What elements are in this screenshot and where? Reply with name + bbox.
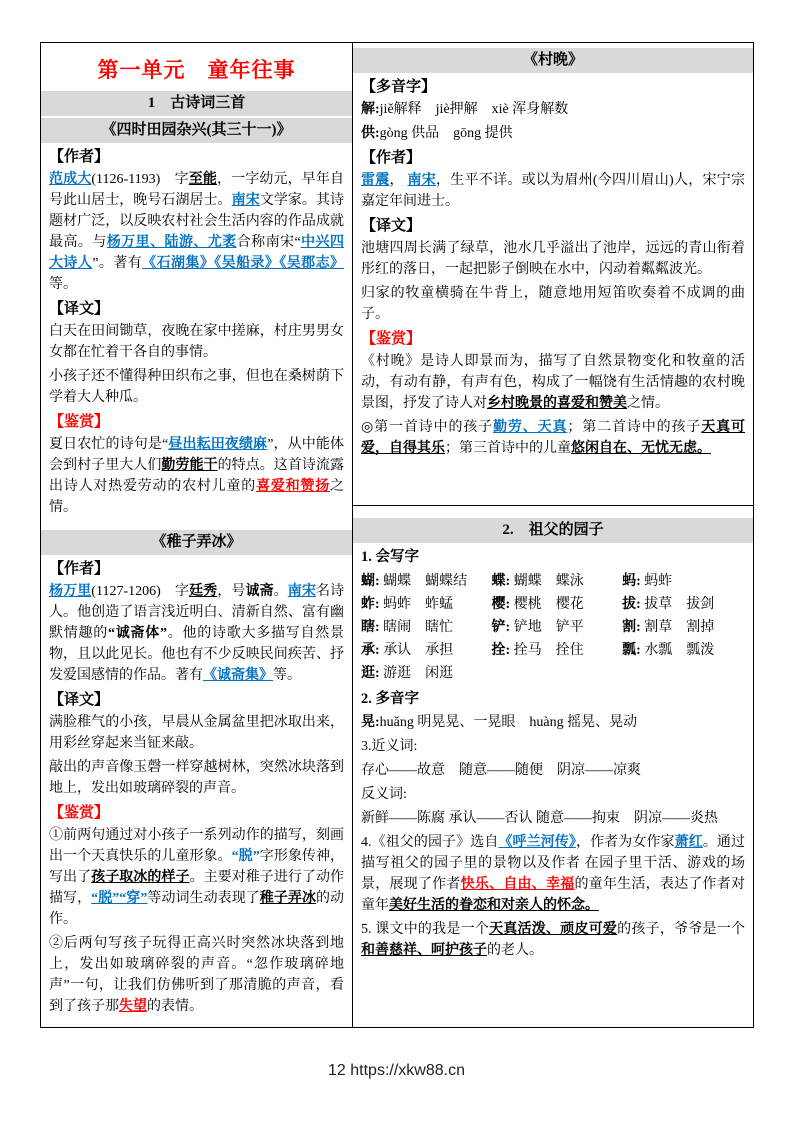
text-segment: ；第三首诗中的儿童 bbox=[445, 441, 571, 456]
text-segment: 的特点。这首诗流露出诗人对热爱劳动的农村儿童的 bbox=[49, 458, 345, 494]
huizixie-label: 1. 会写字 bbox=[361, 549, 419, 565]
text-segment: 稚子弄冰 bbox=[259, 891, 316, 906]
left-column bbox=[41, 43, 353, 1027]
text-segment: 的表情。 bbox=[147, 999, 203, 1014]
text-segment: 和善慈祥、呵护孩子 bbox=[361, 943, 487, 958]
text-segment: 天真可爱，自得其乐 bbox=[361, 420, 746, 456]
notes-table bbox=[40, 42, 754, 1028]
text-segment: 昼出耘田夜绩麻 bbox=[168, 437, 268, 452]
text-segment: (1127-1206) 字 bbox=[91, 584, 190, 599]
poem2-title-bar: 《稚子弄冰》 bbox=[41, 530, 352, 555]
word-row bbox=[361, 639, 745, 662]
word-entry bbox=[492, 639, 623, 662]
text-segment: 逛: bbox=[361, 666, 380, 681]
poem1-translation-label: 【译文】 bbox=[49, 301, 110, 317]
text-segment: 瓢: bbox=[622, 643, 641, 658]
text-segment: ”。著有 bbox=[92, 256, 143, 271]
text-segment: 拴: bbox=[491, 643, 511, 658]
text-segment: 的童年生活，表达了作者对童年 bbox=[361, 877, 746, 913]
text-segment: 的老人。 bbox=[487, 943, 543, 958]
text-segment: 。主要对稚子进行了动作描写， bbox=[49, 870, 345, 906]
word-entry bbox=[361, 639, 492, 662]
text-segment: ◎第一首诗中的孩子 bbox=[361, 420, 494, 435]
poem1-title-bar: 《四时田园杂兴(其三十一)》 bbox=[41, 118, 352, 143]
word-entry bbox=[361, 662, 492, 685]
poem3-title-bar: 《村晚》 bbox=[353, 48, 753, 73]
text-segment: 拔: bbox=[622, 597, 641, 612]
text-segment: 字形象传神，写出了 bbox=[49, 849, 345, 885]
text-segment: 的孩子，爷爷是一个 bbox=[617, 922, 746, 937]
text-segment: 等动词生动表现了 bbox=[147, 891, 260, 906]
poem2-translation-line2: 敲出的声音像玉磬一样穿越树林，突然冰块落到地上，发出如玻璃碎裂的声音。 bbox=[49, 760, 344, 796]
text-segment: 游逛 闲逛 bbox=[379, 666, 454, 681]
word-entry bbox=[622, 639, 745, 662]
word-entry bbox=[622, 570, 745, 593]
text-segment: 瞎闹 瞎忙 bbox=[379, 620, 454, 635]
text-segment: 杨万里、陆游、尤袤 bbox=[106, 235, 237, 250]
text-segment: (1126-1193) 字 bbox=[91, 172, 189, 187]
text-segment: ，号 bbox=[217, 584, 246, 599]
text-segment: 天真活泼、顽皮可爱 bbox=[489, 922, 618, 937]
poem3-duoyin-line1 bbox=[361, 99, 745, 120]
poem3-appreciation-label: 【鉴赏】 bbox=[361, 331, 422, 347]
word-entry bbox=[492, 570, 623, 593]
text-segment: 蚂蚱 蚱蜢 bbox=[379, 597, 454, 612]
text-segment: 喜爱和赞扬 bbox=[256, 479, 331, 494]
text-segment: 之情。 bbox=[627, 396, 669, 411]
text-segment: 廷秀 bbox=[189, 584, 218, 599]
duoyinzi2-label: 2. 多音字 bbox=[361, 691, 419, 707]
text-segment: 《村晚》是诗人即景而为，描写了自然景物变化和牧童的活动，有动有静，有声有色，构成了一幅饶有生活情趣的农村晚景图，抒发了诗人对 bbox=[361, 354, 745, 411]
poem3-appreciation-paragraph bbox=[361, 351, 745, 414]
fanyici-line: 新鲜——陈腐 承认——否认 随意——拘束 阴凉——炎热 bbox=[361, 811, 718, 826]
word-row bbox=[361, 662, 745, 685]
text-segment: 。通过描写祖父的园子里的景物以及作者 在园子里干活、游戏的场景，展现了作者 bbox=[361, 835, 746, 892]
text-segment: jiě解释 jiè押解 xiè 浑身解数 bbox=[379, 102, 569, 117]
text-segment: 拔草 拔剑 bbox=[640, 597, 715, 612]
poem1-appreciation-paragraph bbox=[49, 434, 344, 518]
text-segment: 。 bbox=[273, 584, 288, 599]
text-segment: 樱: bbox=[491, 597, 511, 612]
text-segment: 夏日农忙的诗句是“ bbox=[49, 437, 169, 452]
text-segment: 的动作。 bbox=[49, 891, 345, 927]
text-segment: 孩子取冰的样子 bbox=[91, 870, 190, 885]
unit-title: 第一单元 童年往事 bbox=[97, 58, 296, 82]
text-segment: 悠闲自在、无忧无虑。 bbox=[571, 441, 711, 456]
text-segment: “诚斋体” bbox=[108, 626, 167, 641]
text-segment: 中兴四大诗人 bbox=[49, 235, 345, 271]
text-segment: 等。 bbox=[273, 668, 301, 683]
text-segment: 蝶: bbox=[491, 574, 511, 589]
word-row bbox=[361, 570, 745, 593]
text-segment: ，一字幼元，早年自号此山居士，晚号石湖居士。 bbox=[49, 172, 345, 208]
lesson2-item4-paragraph bbox=[361, 832, 745, 916]
text-segment: ”，从中能体会到村子里大人们 bbox=[49, 437, 345, 473]
word-entry bbox=[622, 616, 745, 639]
text-segment: huǎng 明晃晃、一晃眼 huàng 摇晃、晃动 bbox=[379, 715, 638, 730]
text-segment: 割: bbox=[622, 620, 641, 635]
right-column bbox=[353, 43, 753, 1027]
word-entry bbox=[361, 593, 492, 616]
text-segment: 5. 课文中的我是一个 bbox=[361, 922, 490, 937]
text-segment: “脱” bbox=[231, 849, 260, 864]
poem3-duoyinzi-label: 【多音字】 bbox=[361, 79, 437, 95]
poem3-translation-line1: 池塘四周长满了绿草，池水几乎溢出了池岸，远远的青山衔着彤红的落日，一起把影子倒映在水中，闪动着粼粼波光。 bbox=[361, 241, 745, 277]
text-segment: 蚂: bbox=[622, 574, 641, 589]
text-segment: 。他的诗歌大多描写自然景物，且以此见长。他也有不少反映民间疾苦、抒发爱国感情的作品。著有 bbox=[49, 626, 344, 683]
text-segment: 范成大 bbox=[49, 172, 92, 187]
text-segment: 蝴蝶 蝴蝶结 bbox=[379, 574, 468, 589]
text-segment: 承认 承担 bbox=[379, 643, 454, 658]
text-segment: 蝴蝶 蝶泳 bbox=[510, 574, 584, 589]
section-divider bbox=[353, 505, 753, 506]
text-segment: 蚂蚱 bbox=[640, 574, 673, 589]
lesson2-item5-paragraph bbox=[361, 919, 745, 961]
poem3-duoyin-line2 bbox=[361, 123, 745, 144]
text-segment: ②后两句写孩子玩得正高兴时突然冰块落到地上，发出如玻璃碎裂的声音。“忽作玻璃碎地声”一句，让我们仿佛听到了那清脆的声音，看到了孩子那 bbox=[49, 936, 344, 1014]
text-segment: 割草 割掉 bbox=[640, 620, 715, 635]
text-segment: 之情。 bbox=[49, 479, 345, 515]
text-segment: 铲: bbox=[491, 620, 511, 635]
text-segment: 蚱: bbox=[361, 597, 380, 612]
word-row bbox=[361, 593, 745, 616]
text-segment: 《诚斋集》 bbox=[203, 668, 273, 683]
text-segment: 美好生活的眷恋和对亲人的怀念。 bbox=[389, 898, 599, 913]
text-segment: 勤劳、天真 bbox=[493, 420, 568, 435]
text-segment: ，作者为女作家 bbox=[576, 835, 675, 850]
text-segment: ；第二首诗中的孩子 bbox=[567, 420, 702, 435]
text-segment: 雷震 bbox=[361, 173, 390, 188]
jinyici-line: 存心——故意 随意——随便 阴凉——凉爽 bbox=[361, 763, 641, 778]
word-entry bbox=[361, 616, 492, 639]
text-segment: 快乐、自由、幸福 bbox=[460, 877, 575, 892]
poem1-appreciation-label: 【鉴赏】 bbox=[49, 414, 110, 430]
fanyici-label: 反义词: bbox=[361, 787, 407, 802]
poem2-translation-label: 【译文】 bbox=[49, 692, 110, 708]
poem1-translation-line2: 小孩子还不懂得种田织布之事，但也在桑树荫下学着大人种瓜。 bbox=[49, 369, 344, 405]
lesson1-header-bar: 1 古诗词三首 bbox=[41, 91, 352, 116]
poem2-appreciation-paragraph-1 bbox=[49, 825, 344, 930]
word-entry bbox=[361, 570, 492, 593]
text-segment: 供: bbox=[361, 126, 380, 141]
poem2-author-paragraph bbox=[49, 581, 344, 686]
text-segment: 勤劳能干 bbox=[161, 458, 218, 473]
text-segment: 南宋 bbox=[287, 584, 316, 599]
text-segment: 拴马 拴住 bbox=[510, 643, 584, 658]
lesson2-header-bar: 2. 祖父的园子 bbox=[353, 518, 753, 543]
text-segment: 4.《祖父的园子》选自 bbox=[361, 835, 499, 850]
poem2-author-label: 【作者】 bbox=[49, 561, 110, 577]
poem2-appreciation-paragraph-2 bbox=[49, 933, 344, 1017]
text-segment: ， bbox=[389, 173, 408, 188]
text-segment: gòng 供品 gōng 提供 bbox=[379, 126, 513, 141]
poem2-translation-line1: 满脸稚气的小孩，早晨从金属盆里把冰取出来，用彩丝穿起来当钲来敲。 bbox=[49, 715, 344, 751]
text-segment: 南宋 bbox=[231, 193, 260, 208]
poem3-author-label: 【作者】 bbox=[361, 150, 422, 166]
text-segment: 蝴: bbox=[361, 574, 380, 589]
poem3-translation-line2: 归家的牧童横骑在牛背上，随意地用短笛吹奏着不成调的曲子。 bbox=[361, 286, 745, 322]
text-segment: 合称南宋“ bbox=[236, 235, 301, 250]
word-entry bbox=[492, 616, 623, 639]
text-segment: 至能 bbox=[188, 172, 217, 187]
page-footer: 12 https://xkw88.cn bbox=[328, 1062, 465, 1079]
text-segment: 失望 bbox=[119, 999, 147, 1014]
poem1-author-paragraph bbox=[49, 169, 344, 295]
text-segment: 铲地 铲平 bbox=[510, 620, 584, 635]
text-segment: 文学家。其诗题材广泛，以反映农村社会生活内容的作品成就最高。与 bbox=[49, 193, 345, 250]
poem2-appreciation-label: 【鉴赏】 bbox=[49, 805, 110, 821]
text-segment: 等。 bbox=[49, 277, 77, 292]
text-segment: 萧红 bbox=[674, 835, 703, 850]
poem1-author-label: 【作者】 bbox=[49, 149, 110, 165]
word-entry bbox=[492, 593, 623, 616]
poems-summary-paragraph bbox=[361, 417, 745, 459]
text-segment: 晃: bbox=[361, 715, 380, 730]
poem3-author-paragraph bbox=[361, 170, 745, 212]
text-segment: 《呼兰河传》 bbox=[498, 835, 576, 850]
poem3-translation-label: 【译文】 bbox=[361, 218, 422, 234]
word-entry bbox=[622, 593, 745, 616]
text-segment: ①前两句通过对小孩子一系列动作的描写，刻画出一个天真快乐的儿童形象。 bbox=[49, 828, 344, 864]
text-segment: 《石湖集》《吴船录》《吴郡志》 bbox=[142, 256, 345, 271]
text-segment: 南宋 bbox=[407, 173, 437, 188]
huang-duoyin-line bbox=[361, 712, 745, 733]
word-row bbox=[361, 616, 745, 639]
text-segment: 乡村晚景的喜爱和赞美 bbox=[487, 396, 627, 411]
poem1-translation-line1: 白天在田间锄草，夜晚在家中搓麻，村庄男男女女都在忙着干各自的事情。 bbox=[49, 324, 344, 360]
text-segment: 诚斋 bbox=[245, 584, 274, 599]
text-segment: 名诗人。他创造了语言浅近明白、清新自然、富有幽默情趣的 bbox=[49, 584, 345, 641]
jinyici-label: 3.近义词: bbox=[361, 739, 418, 754]
text-segment: 樱桃 樱花 bbox=[510, 597, 584, 612]
text-segment: ，生平不详。或以为眉州(今四川眉山)人，宋宁宗嘉定年间进士。 bbox=[361, 173, 746, 209]
text-segment: “脱”“穿” bbox=[91, 891, 148, 906]
text-segment: 解: bbox=[361, 102, 380, 117]
text-segment: 水瓢 瓢泼 bbox=[640, 643, 715, 658]
text-segment: 杨万里 bbox=[49, 584, 92, 599]
text-segment: 瞎: bbox=[361, 620, 380, 635]
text-segment: 承: bbox=[361, 643, 380, 658]
